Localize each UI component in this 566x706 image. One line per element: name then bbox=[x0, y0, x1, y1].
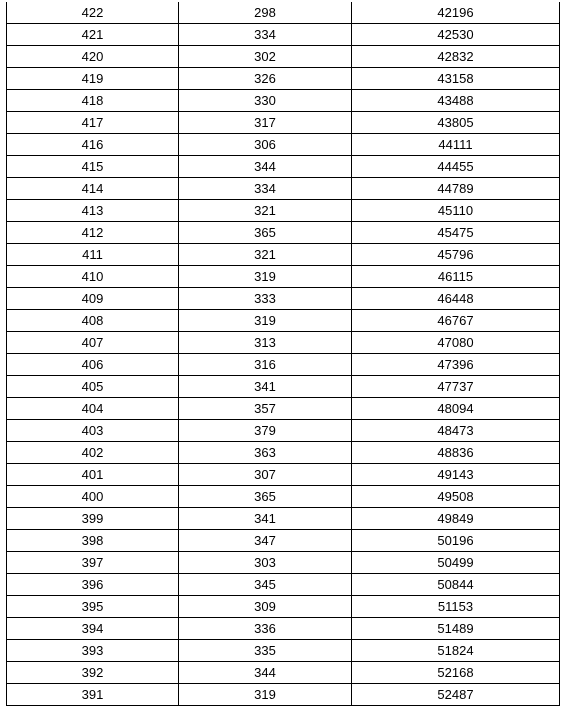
score-cell: 422 bbox=[7, 2, 179, 24]
table-row bbox=[7, 376, 560, 398]
table-row bbox=[7, 596, 560, 618]
score-cell: 404 bbox=[7, 398, 179, 420]
cumulative-cell: 45796 bbox=[352, 244, 560, 266]
count-cell: 303 bbox=[179, 552, 352, 574]
table-body bbox=[7, 2, 560, 706]
score-cell: 410 bbox=[7, 266, 179, 288]
count-cell: 345 bbox=[179, 574, 352, 596]
count-cell: 365 bbox=[179, 222, 352, 244]
score-cell: 402 bbox=[7, 442, 179, 464]
table-row bbox=[7, 68, 560, 90]
table-row bbox=[7, 222, 560, 244]
score-cell: 414 bbox=[7, 178, 179, 200]
table-row bbox=[7, 662, 560, 684]
cumulative-cell: 44789 bbox=[352, 178, 560, 200]
count-cell: 306 bbox=[179, 134, 352, 156]
score-cell: 411 bbox=[7, 244, 179, 266]
score-cell: 406 bbox=[7, 354, 179, 376]
cumulative-cell: 46115 bbox=[352, 266, 560, 288]
count-cell: 319 bbox=[179, 310, 352, 332]
count-cell: 347 bbox=[179, 530, 352, 552]
cumulative-cell: 42196 bbox=[352, 2, 560, 24]
score-cell: 405 bbox=[7, 376, 179, 398]
score-cell: 419 bbox=[7, 68, 179, 90]
score-cell: 415 bbox=[7, 156, 179, 178]
table-row bbox=[7, 90, 560, 112]
table-row bbox=[7, 618, 560, 640]
cumulative-cell: 50196 bbox=[352, 530, 560, 552]
cumulative-cell: 49508 bbox=[352, 486, 560, 508]
table-row bbox=[7, 134, 560, 156]
count-cell: 334 bbox=[179, 24, 352, 46]
score-cell: 391 bbox=[7, 684, 179, 706]
table-row bbox=[7, 398, 560, 420]
score-cell: 421 bbox=[7, 24, 179, 46]
cumulative-cell: 49849 bbox=[352, 508, 560, 530]
cumulative-cell: 47396 bbox=[352, 354, 560, 376]
score-cell: 398 bbox=[7, 530, 179, 552]
score-cell: 400 bbox=[7, 486, 179, 508]
score-cell: 418 bbox=[7, 90, 179, 112]
table-row bbox=[7, 244, 560, 266]
count-cell: 357 bbox=[179, 398, 352, 420]
count-cell: 333 bbox=[179, 288, 352, 310]
cumulative-cell: 51489 bbox=[352, 618, 560, 640]
cumulative-cell: 47080 bbox=[352, 332, 560, 354]
count-cell: 321 bbox=[179, 244, 352, 266]
count-cell: 341 bbox=[179, 508, 352, 530]
table-row bbox=[7, 442, 560, 464]
count-cell: 317 bbox=[179, 112, 352, 134]
score-cell: 397 bbox=[7, 552, 179, 574]
score-cell: 417 bbox=[7, 112, 179, 134]
cumulative-cell: 45475 bbox=[352, 222, 560, 244]
cumulative-cell: 44455 bbox=[352, 156, 560, 178]
cumulative-cell: 43488 bbox=[352, 90, 560, 112]
table-row bbox=[7, 332, 560, 354]
table-row bbox=[7, 288, 560, 310]
table-row bbox=[7, 354, 560, 376]
table-row bbox=[7, 266, 560, 288]
table-row bbox=[7, 684, 560, 706]
count-cell: 307 bbox=[179, 464, 352, 486]
score-cell: 403 bbox=[7, 420, 179, 442]
count-cell: 319 bbox=[179, 266, 352, 288]
cumulative-cell: 42832 bbox=[352, 46, 560, 68]
table-row bbox=[7, 464, 560, 486]
cumulative-cell: 43158 bbox=[352, 68, 560, 90]
table-row bbox=[7, 508, 560, 530]
count-cell: 363 bbox=[179, 442, 352, 464]
count-cell: 309 bbox=[179, 596, 352, 618]
cumulative-cell: 48836 bbox=[352, 442, 560, 464]
score-cell: 420 bbox=[7, 46, 179, 68]
table-row bbox=[7, 640, 560, 662]
score-cell: 412 bbox=[7, 222, 179, 244]
score-cell: 416 bbox=[7, 134, 179, 156]
table-row bbox=[7, 178, 560, 200]
count-cell: 336 bbox=[179, 618, 352, 640]
score-cell: 409 bbox=[7, 288, 179, 310]
score-cell: 392 bbox=[7, 662, 179, 684]
table-row bbox=[7, 200, 560, 222]
count-cell: 330 bbox=[179, 90, 352, 112]
count-cell: 379 bbox=[179, 420, 352, 442]
cumulative-cell: 51824 bbox=[352, 640, 560, 662]
count-cell: 341 bbox=[179, 376, 352, 398]
cumulative-cell: 48094 bbox=[352, 398, 560, 420]
data-table bbox=[6, 2, 560, 706]
count-cell: 365 bbox=[179, 486, 352, 508]
table-row bbox=[7, 420, 560, 442]
cumulative-cell: 50499 bbox=[352, 552, 560, 574]
count-cell: 335 bbox=[179, 640, 352, 662]
cumulative-cell: 44111 bbox=[352, 134, 560, 156]
table-row bbox=[7, 552, 560, 574]
score-cell: 396 bbox=[7, 574, 179, 596]
count-cell: 344 bbox=[179, 662, 352, 684]
count-cell: 302 bbox=[179, 46, 352, 68]
cumulative-cell: 42530 bbox=[352, 24, 560, 46]
cumulative-cell: 51153 bbox=[352, 596, 560, 618]
count-cell: 319 bbox=[179, 684, 352, 706]
cumulative-cell: 46767 bbox=[352, 310, 560, 332]
score-cell: 408 bbox=[7, 310, 179, 332]
table-row bbox=[7, 24, 560, 46]
cumulative-cell: 52168 bbox=[352, 662, 560, 684]
score-cell: 413 bbox=[7, 200, 179, 222]
cumulative-cell: 45110 bbox=[352, 200, 560, 222]
count-cell: 313 bbox=[179, 332, 352, 354]
cumulative-cell: 52487 bbox=[352, 684, 560, 706]
cumulative-cell: 48473 bbox=[352, 420, 560, 442]
score-cell: 394 bbox=[7, 618, 179, 640]
table-row bbox=[7, 156, 560, 178]
table-row bbox=[7, 486, 560, 508]
count-cell: 326 bbox=[179, 68, 352, 90]
count-cell: 334 bbox=[179, 178, 352, 200]
cumulative-cell: 43805 bbox=[352, 112, 560, 134]
cumulative-cell: 50844 bbox=[352, 574, 560, 596]
count-cell: 321 bbox=[179, 200, 352, 222]
cumulative-cell: 46448 bbox=[352, 288, 560, 310]
table-row bbox=[7, 530, 560, 552]
table-row bbox=[7, 46, 560, 68]
count-cell: 298 bbox=[179, 2, 352, 24]
score-cell: 399 bbox=[7, 508, 179, 530]
cumulative-cell: 49143 bbox=[352, 464, 560, 486]
table-row bbox=[7, 2, 560, 24]
count-cell: 316 bbox=[179, 354, 352, 376]
score-cell: 401 bbox=[7, 464, 179, 486]
score-cell: 393 bbox=[7, 640, 179, 662]
table-row bbox=[7, 310, 560, 332]
table-row bbox=[7, 112, 560, 134]
table-row bbox=[7, 574, 560, 596]
count-cell: 344 bbox=[179, 156, 352, 178]
score-cell: 407 bbox=[7, 332, 179, 354]
cumulative-cell: 47737 bbox=[352, 376, 560, 398]
score-cell: 395 bbox=[7, 596, 179, 618]
